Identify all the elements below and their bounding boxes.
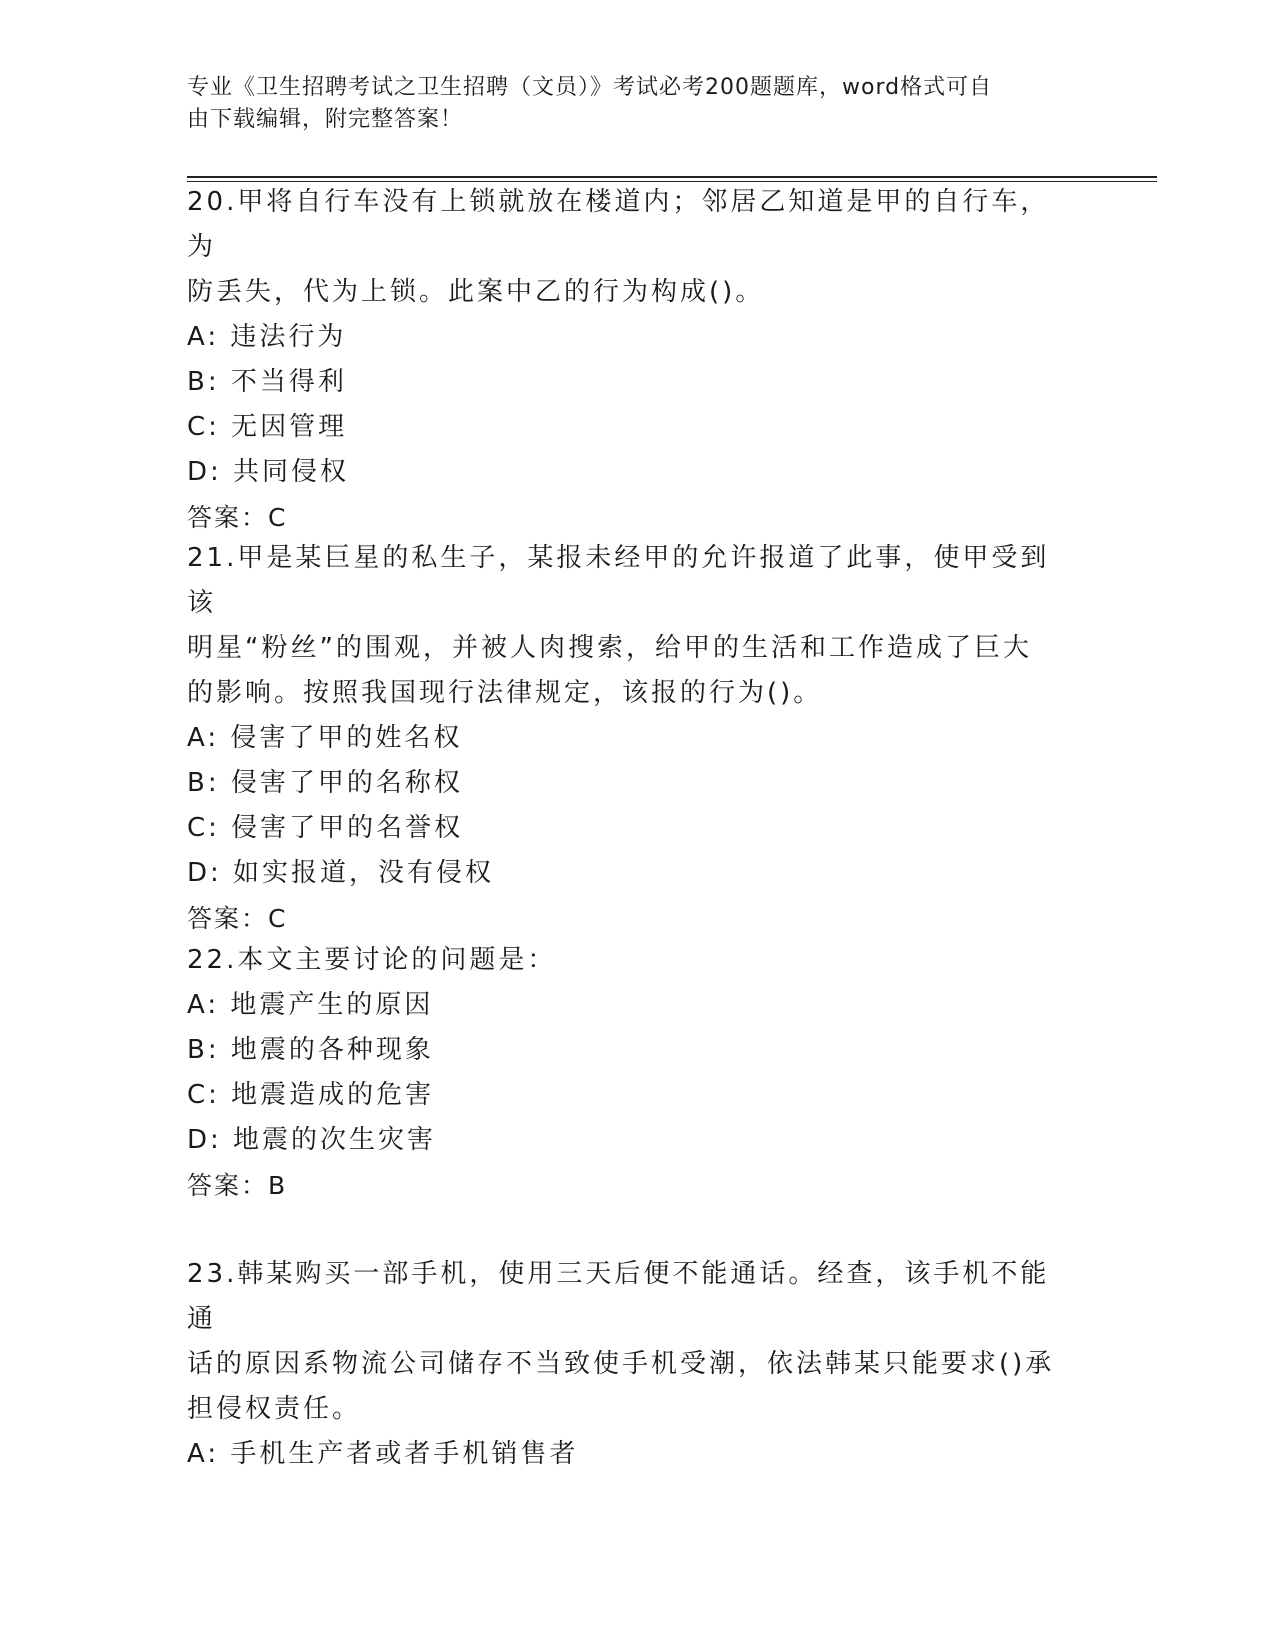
question-stem-line: 20.甲将自行车没有上锁就放在楼道内；邻居乙知道是甲的自行车，为 — [187, 187, 1050, 262]
answer-line: 答案：B — [187, 1171, 288, 1200]
question-stem-line: 话的原因系物流公司储存不当致使手机受潮，依法韩某只能要求()承 — [187, 1349, 1055, 1379]
option-a: A: 侵害了甲的姓名权 — [187, 723, 463, 753]
option-b: B: 不当得利 — [187, 367, 347, 397]
header-line-1: 专业《卫生招聘考试之卫生招聘（文员）》考试必考200题题库，word格式可自 — [187, 75, 993, 100]
answer-line: 答案：C — [187, 503, 288, 532]
question-stem-line: 的影响。按照我国现行法律规定，该报的行为()。 — [187, 678, 823, 708]
option-c: C: 无因管理 — [187, 412, 348, 442]
option-d: D: 共同侵权 — [187, 457, 350, 487]
question-20 — [187, 180, 1067, 540]
question-stem-line: 22.本文主要讨论的问题是： — [187, 945, 557, 975]
option-b: B: 侵害了甲的名称权 — [187, 768, 463, 798]
option-c: C: 地震造成的危害 — [187, 1080, 435, 1110]
document-header — [187, 72, 1067, 136]
header-line-2: 由下载编辑，附完整答案！ — [187, 107, 464, 132]
option-d: D: 地震的次生灾害 — [187, 1125, 437, 1155]
header-divider-thick — [187, 176, 1157, 178]
question-stem-line: 防丢失，代为上锁。此案中乙的行为构成()。 — [187, 277, 765, 307]
option-d: D: 如实报道，没有侵权 — [187, 858, 495, 888]
answer-line: 答案：C — [187, 904, 288, 933]
question-21 — [187, 536, 1067, 941]
option-a: A: 手机生产者或者手机销售者 — [187, 1439, 579, 1469]
option-b: B: 地震的各种现象 — [187, 1035, 434, 1065]
option-a: A: 违法行为 — [187, 322, 347, 352]
question-stem-line: 23.韩某购买一部手机，使用三天后便不能通话。经查，该手机不能通 — [187, 1259, 1050, 1334]
option-c: C: 侵害了甲的名誉权 — [187, 813, 464, 843]
option-a: A: 地震产生的原因 — [187, 990, 434, 1020]
question-22 — [187, 938, 1067, 1208]
question-stem-line: 明星“粉丝”的围观，并被人肉搜索，给甲的生活和工作造成了巨大 — [187, 633, 1032, 663]
question-stem-line: 担侵权责任。 — [187, 1394, 362, 1424]
question-23 — [187, 1252, 1067, 1477]
question-stem-line: 21.甲是某巨星的私生子，某报未经甲的允许报道了此事，使甲受到该 — [187, 543, 1050, 618]
